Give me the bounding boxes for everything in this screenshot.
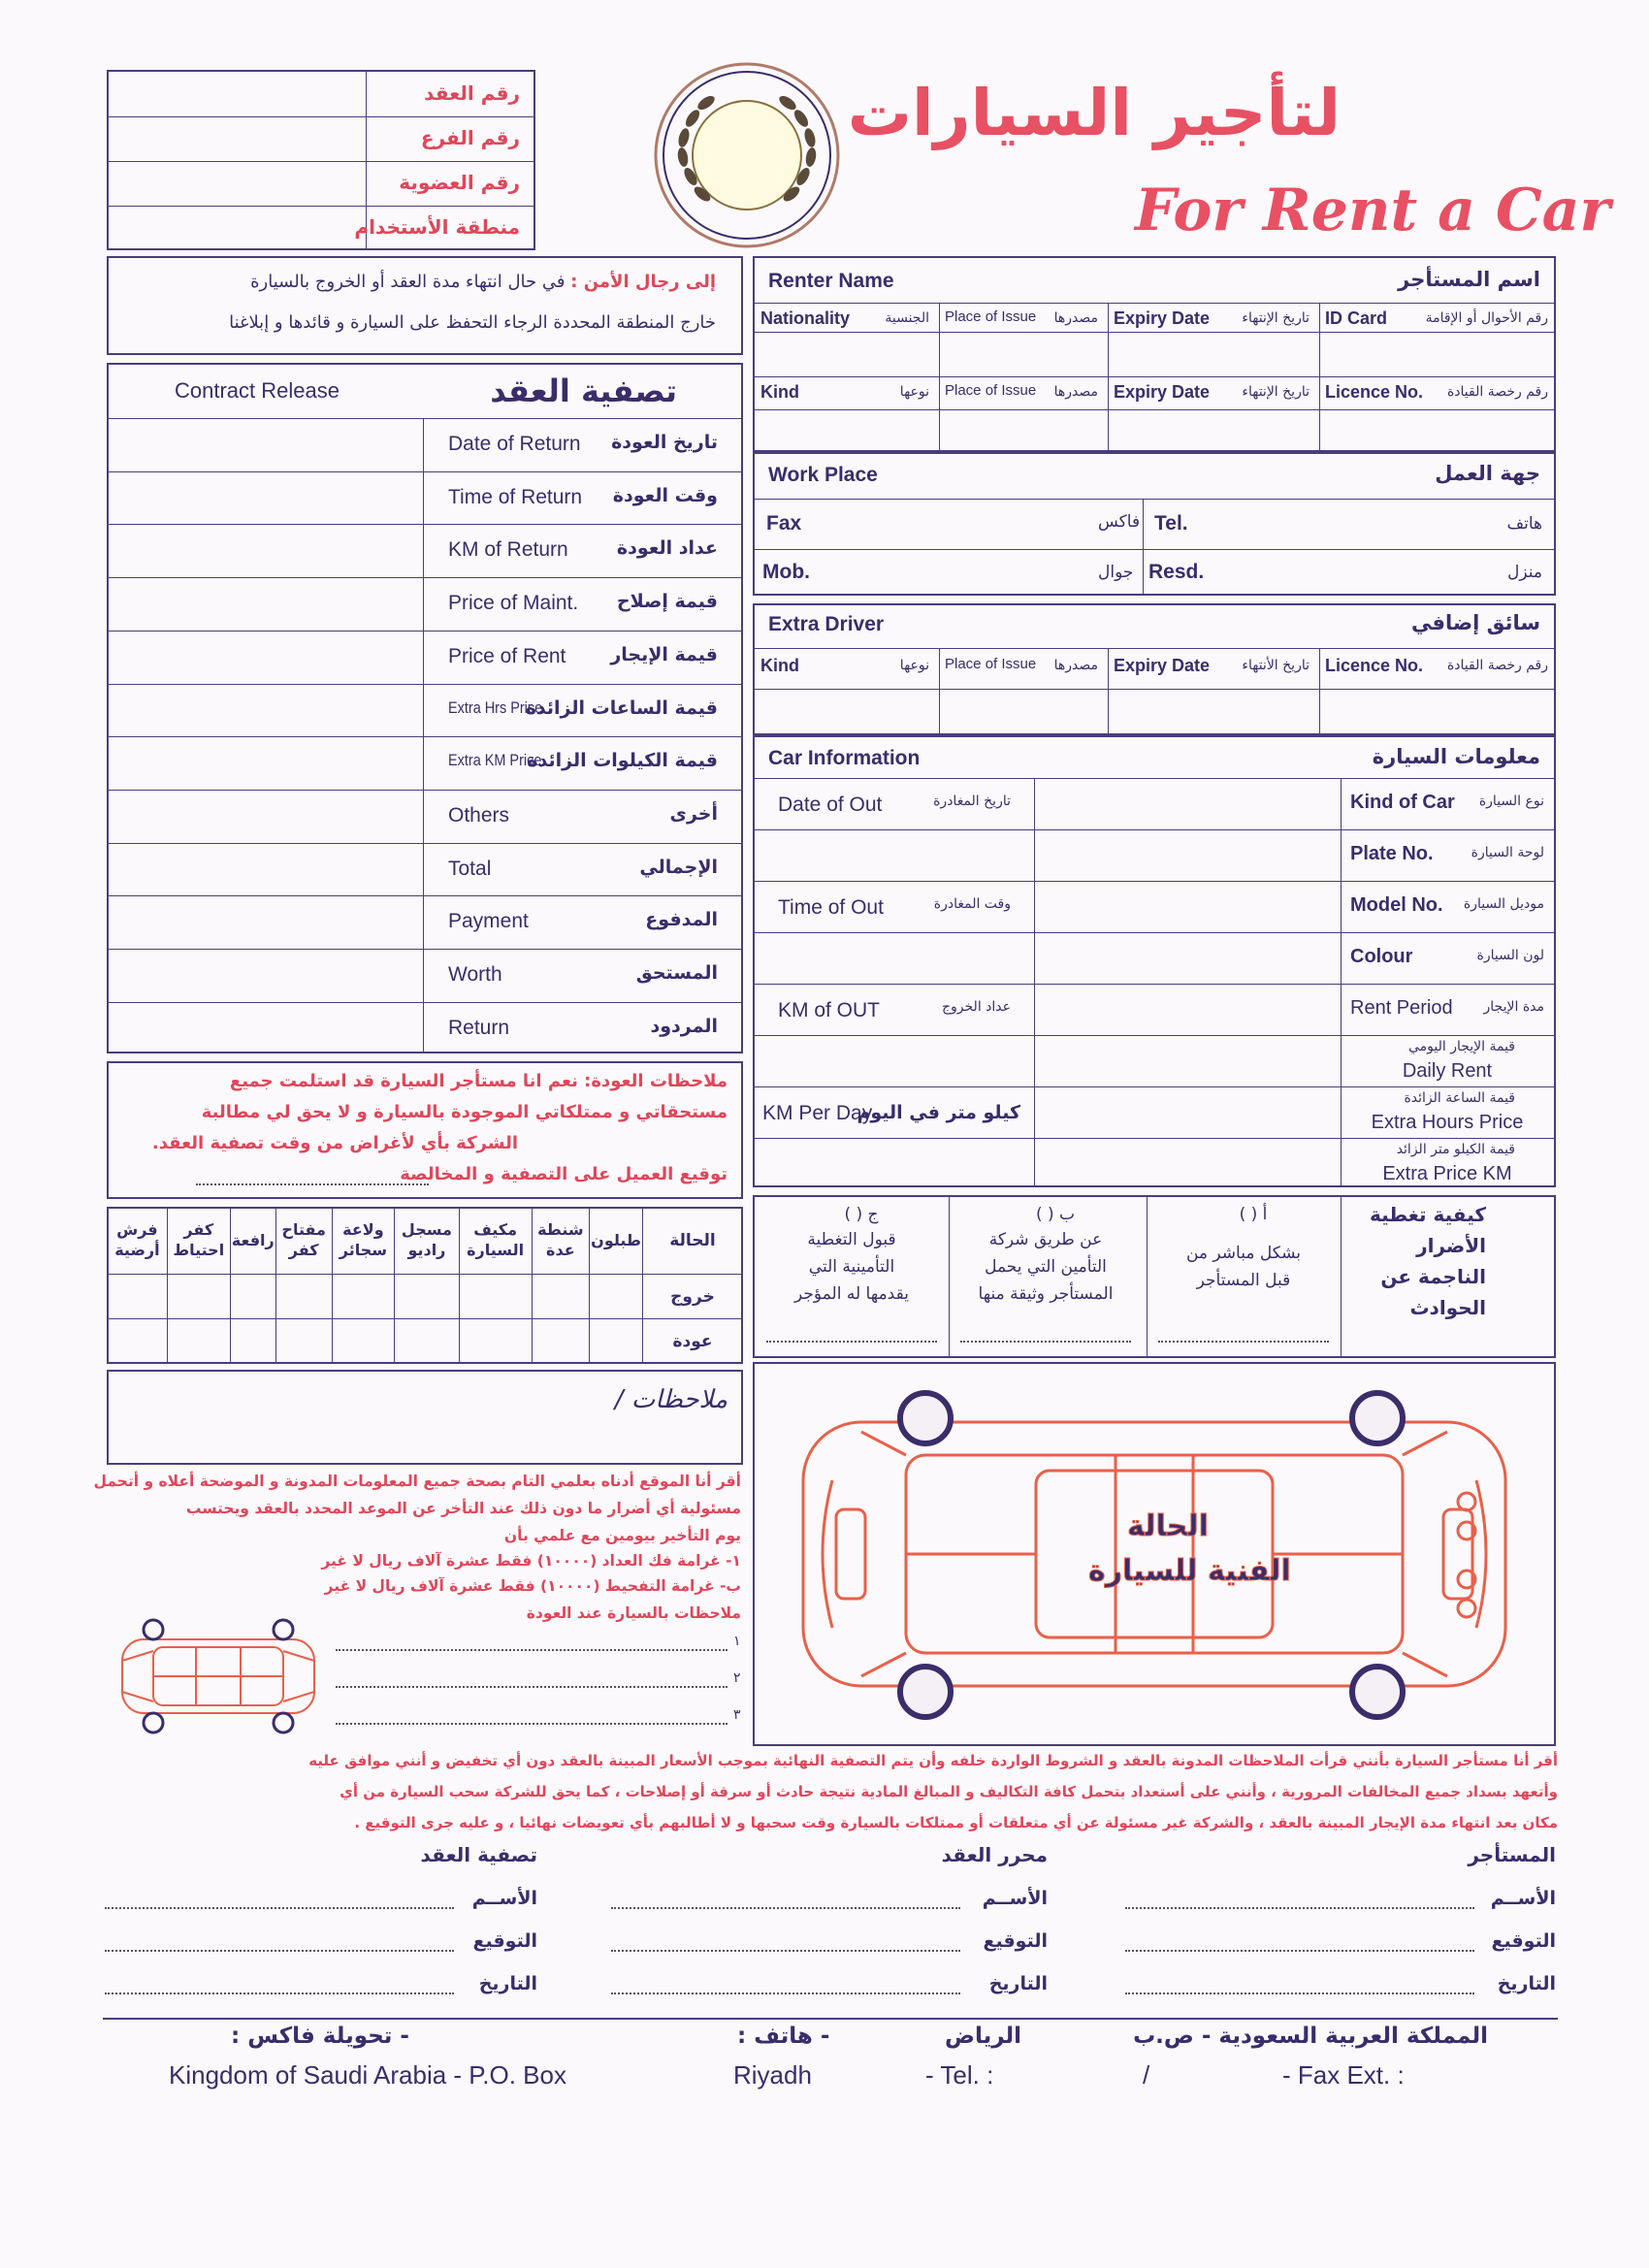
footer-kingdom-ar: المملكة العربية السعودية - ص.ب bbox=[1133, 2024, 1488, 2049]
car-out-value[interactable] bbox=[757, 1037, 1032, 1085]
tel-field[interactable] bbox=[1211, 501, 1492, 547]
checklist-check-cell[interactable] bbox=[167, 1275, 230, 1319]
renter-info-table bbox=[753, 256, 1556, 452]
car-out-label-ar: عداد الخروج bbox=[942, 999, 1011, 1015]
release-value-field[interactable] bbox=[111, 526, 421, 575]
release-title-english: Contract Release bbox=[175, 378, 340, 403]
coverage-title-line: كيفية تغطية bbox=[1369, 1203, 1486, 1226]
checklist-check-cell[interactable] bbox=[332, 1319, 395, 1364]
release-row-label-ar: قيمة الساعات الزائدة bbox=[525, 697, 718, 719]
car-out-value[interactable] bbox=[757, 1140, 1032, 1187]
checklist-check-cell[interactable] bbox=[459, 1275, 532, 1319]
company-title-english: For Rent a Car bbox=[1135, 177, 1611, 244]
declaration-line6: ملاحظات بالسيارة عند العودة bbox=[526, 1604, 741, 1622]
release-row-label-en: Time of Return bbox=[448, 485, 583, 508]
return-note-line4: توقيع العميل على التصفية و المخالصة bbox=[400, 1164, 728, 1184]
release-value-field[interactable] bbox=[111, 792, 421, 841]
car-out-value[interactable] bbox=[757, 831, 1032, 879]
renter-title-arabic: اسم المستأجر bbox=[1398, 268, 1540, 291]
renter-title-english: Renter Name bbox=[768, 270, 894, 292]
release-row-label-ar: قيمة الإيجار bbox=[610, 643, 718, 665]
car-title-arabic: معلومات السيارة bbox=[1372, 745, 1540, 768]
coverage-option-text: يقدمها له المؤجر bbox=[794, 1284, 909, 1304]
field-label-en: Expiry Date bbox=[1114, 308, 1211, 328]
security-note-box bbox=[107, 256, 743, 355]
field-value[interactable] bbox=[757, 411, 937, 450]
final-declaration-line2: وأتعهد بسداد جميع المخالفات المرورية ، وأنني على أستعداد بتحمل كافة التكاليف و المبالغ المادية نتيجة حادث أو سرقة أو إصلاحات ، كما يحق للشركة سحب السيارة من أي bbox=[340, 1783, 1558, 1800]
signature-field-label: الأســم bbox=[982, 1888, 1048, 1909]
signature-field-line[interactable] bbox=[611, 1950, 960, 1952]
release-value-field[interactable] bbox=[111, 897, 421, 947]
car-field-value[interactable] bbox=[1036, 1088, 1339, 1136]
signature-field-label: التوقيع bbox=[472, 1930, 537, 1952]
field-label-ar: رقم رخصة القيادة bbox=[1446, 658, 1548, 673]
checklist-header: طبلون bbox=[590, 1208, 643, 1275]
car-out-label-en: Date of Out bbox=[778, 794, 883, 816]
note-number-1: ١ bbox=[733, 1634, 741, 1649]
signature-field-line[interactable] bbox=[105, 1950, 454, 1952]
car-out-label-ar: تاريخ المغادرة bbox=[933, 794, 1011, 809]
field-value[interactable] bbox=[757, 691, 937, 733]
signature-field-line[interactable] bbox=[105, 1907, 454, 1909]
release-row-label-ar: عداد العودة bbox=[616, 537, 718, 560]
coverage-title-line: الأضرار bbox=[1416, 1234, 1486, 1257]
coverage-option-mark[interactable]: ب ( ) bbox=[1035, 1205, 1076, 1224]
note-line-3[interactable] bbox=[336, 1723, 728, 1725]
car-field-value[interactable] bbox=[1036, 934, 1339, 982]
checklist-check-cell[interactable] bbox=[590, 1275, 643, 1319]
membership-number-field[interactable] bbox=[111, 163, 363, 204]
car-field-label-ar: مدة الإيجار bbox=[1483, 999, 1544, 1015]
checklist-header: رافعة bbox=[230, 1208, 275, 1275]
car-out-label-en: KM Per Day bbox=[762, 1102, 873, 1124]
release-row-label-ar: المستحق bbox=[635, 962, 718, 984]
release-row-label-en: Return bbox=[448, 1016, 510, 1039]
contract-number-field[interactable] bbox=[111, 74, 363, 114]
field-label-en: Expiry Date bbox=[1114, 656, 1211, 675]
release-row-label-ar: وقت العودة bbox=[612, 484, 718, 506]
fax-label-en: Fax bbox=[766, 512, 802, 535]
field-value[interactable] bbox=[941, 691, 1106, 733]
footer-fax-ar: - تحويلة فاكس : bbox=[231, 2024, 409, 2049]
extra-driver-title-arabic: سائق إضافي bbox=[1410, 611, 1540, 634]
release-value-field[interactable] bbox=[111, 738, 421, 788]
coverage-option-signature[interactable] bbox=[766, 1341, 937, 1343]
footer-slash: / bbox=[1143, 2060, 1150, 2090]
checklist-check-cell[interactable] bbox=[230, 1319, 275, 1364]
checklist-check-cell[interactable] bbox=[532, 1275, 590, 1319]
car-field-label-en: Extra Hours Price bbox=[1371, 1112, 1524, 1133]
coverage-option-text: قبل المستأجر bbox=[1196, 1271, 1291, 1290]
release-row-label-en: Payment bbox=[448, 910, 529, 933]
usage-area-label: منطقة الأستخدام bbox=[354, 215, 520, 239]
signature-field-line[interactable] bbox=[611, 1993, 960, 1994]
field-label-en: Kind bbox=[760, 656, 799, 675]
sig-col-editor: محرر العقد bbox=[941, 1843, 1048, 1866]
notes-box[interactable] bbox=[107, 1370, 743, 1465]
footer-divider bbox=[103, 2018, 1558, 2020]
field-label-en: ID Card bbox=[1325, 308, 1388, 328]
field-label-ar: تاريخ الأنتهاء bbox=[1242, 658, 1310, 673]
field-label-ar: تاريخ الإنتهاء bbox=[1242, 310, 1310, 326]
field-label-en: Licence No. bbox=[1325, 382, 1424, 402]
coverage-option-signature[interactable] bbox=[960, 1341, 1131, 1343]
field-label-ar: نوعها bbox=[899, 384, 929, 400]
car-information-table bbox=[753, 735, 1556, 1187]
signature-field-label: الأســم bbox=[471, 1888, 537, 1909]
extra-driver-table bbox=[753, 603, 1556, 735]
mob-label-ar: جوال bbox=[1098, 563, 1134, 582]
field-label-en: Place of Issue bbox=[945, 382, 1037, 399]
signature-field-label: التوقيع bbox=[1491, 1930, 1556, 1952]
signature-field-label: التوقيع bbox=[983, 1930, 1048, 1952]
field-label-ar: مصدرها bbox=[1053, 384, 1098, 400]
release-value-field[interactable] bbox=[111, 420, 421, 470]
checklist-check-cell[interactable] bbox=[395, 1319, 459, 1364]
resd-label-ar: منزل bbox=[1507, 563, 1542, 582]
signature-field-label: التاريخ bbox=[988, 1973, 1048, 1994]
checklist-header: كفر احتياط bbox=[167, 1208, 230, 1275]
field-value[interactable] bbox=[941, 411, 1106, 450]
mobile-field[interactable] bbox=[826, 551, 1088, 594]
resd-label-en: Resd. bbox=[1148, 561, 1205, 583]
coverage-option-text: عن طريق شركة bbox=[988, 1230, 1103, 1249]
tel-label-en: Tel. bbox=[1154, 512, 1188, 535]
car-accessories-checklist bbox=[107, 1207, 743, 1364]
checklist-header: ولاعة سجائر bbox=[332, 1208, 395, 1275]
company-title-arabic: لتأجير السيارات bbox=[847, 76, 1341, 150]
car-field-label-ar: لون السيارة bbox=[1476, 948, 1544, 963]
contract-number-label: رقم العقد bbox=[424, 81, 520, 105]
release-row-label-ar: قيمة الكيلوات الزائدة bbox=[527, 750, 718, 772]
declaration-line3: يوم التأخير بيومين مع علمي بأن bbox=[503, 1527, 741, 1544]
coverage-option-mark[interactable]: أ ( ) bbox=[1239, 1205, 1268, 1224]
car-out-label-en: Time of Out bbox=[778, 896, 884, 919]
release-row-label-ar: قيمة إصلاح bbox=[616, 591, 718, 613]
checklist-check-cell[interactable] bbox=[532, 1319, 590, 1364]
return-note-box bbox=[107, 1061, 743, 1199]
sig-col-release: تصفية العقد bbox=[420, 1843, 537, 1866]
release-value-field[interactable] bbox=[111, 473, 421, 523]
field-value[interactable] bbox=[757, 334, 937, 374]
checklist-check-cell[interactable] bbox=[108, 1319, 168, 1364]
car-out-label-en: KM of OUT bbox=[778, 999, 881, 1021]
checklist-check-cell[interactable] bbox=[275, 1275, 332, 1319]
small-car-diagram bbox=[109, 1612, 328, 1740]
car-condition-diagram[interactable] bbox=[753, 1362, 1556, 1746]
release-row-label-en: Extra Hrs Price bbox=[448, 697, 543, 717]
coverage-option-text: التأمينية التي bbox=[808, 1257, 895, 1277]
car-out-value[interactable] bbox=[757, 934, 1032, 982]
car-out-label-ar: كيلو متر في اليوم bbox=[857, 1102, 1020, 1123]
checklist-check-cell[interactable] bbox=[459, 1319, 532, 1364]
release-row-label-en: Price of Rent bbox=[448, 644, 566, 667]
car-out-label-ar: وقت المغادرة bbox=[933, 896, 1011, 912]
release-row-label-ar: المردود bbox=[650, 1015, 718, 1037]
security-note-line2: خارج المنطقة المحددة الرجاء التحفظ على السيارة و قائدها و إبلاغنا bbox=[229, 312, 716, 333]
signature-field-line[interactable] bbox=[1125, 1907, 1474, 1909]
contract-info-box bbox=[107, 70, 535, 250]
field-label-en: Expiry Date bbox=[1114, 382, 1211, 402]
field-label-ar: رقم الأحوال أو الإقامة bbox=[1425, 310, 1548, 326]
footer-tel-en: - Tel. : bbox=[925, 2060, 994, 2090]
checklist-check-cell[interactable] bbox=[230, 1275, 275, 1319]
residence-phone-field[interactable] bbox=[1211, 551, 1492, 594]
signature-field-line[interactable] bbox=[611, 1907, 960, 1909]
work-place-table bbox=[753, 452, 1556, 596]
footer-fax-en: - Fax Ext. : bbox=[1282, 2060, 1405, 2090]
checklist-row-label: خروج bbox=[643, 1275, 743, 1319]
field-value[interactable] bbox=[1110, 411, 1317, 450]
car-field-label-en: Daily Rent bbox=[1402, 1060, 1493, 1082]
declaration-line5: ب- غرامة التفحيط (١٠٠٠٠) فقط عشرة آلاف ريال لا غير bbox=[324, 1577, 741, 1595]
car-field-label-en: Colour bbox=[1350, 946, 1413, 967]
coverage-table bbox=[753, 1195, 1556, 1358]
checklist-header: مفتاح كفر bbox=[275, 1208, 332, 1275]
checklist-check-cell[interactable] bbox=[275, 1319, 332, 1364]
coverage-option-mark[interactable]: ج ( ) bbox=[844, 1205, 879, 1224]
extra-driver-title-english: Extra Driver bbox=[768, 613, 885, 635]
declaration-line1: أقر أنا الموقع أدناه بعلمي التام بصحة جميع المعلومات المدونة و الموضحة أعلاه و أتحمل bbox=[93, 1473, 741, 1490]
membership-number-label: رقم العضوية bbox=[399, 171, 520, 194]
signature-field-line[interactable] bbox=[1125, 1993, 1474, 1994]
car-field-value[interactable] bbox=[1036, 883, 1339, 930]
checklist-header: شنطة عدة bbox=[532, 1208, 590, 1275]
company-logo bbox=[652, 60, 842, 250]
field-label-en: Licence No. bbox=[1325, 656, 1424, 675]
signature-field-label: الأســم bbox=[1490, 1888, 1556, 1909]
customer-signature-line[interactable] bbox=[196, 1183, 429, 1185]
checklist-header: مكيف السيارة bbox=[459, 1208, 532, 1275]
signature-field-line[interactable] bbox=[1125, 1950, 1474, 1952]
declaration-line4: ١- غرامة فك العداد (١٠٠٠٠) فقط عشرة آلاف ريال لا غير bbox=[321, 1552, 741, 1570]
coverage-option-text: التأمين التي يحمل bbox=[985, 1257, 1107, 1277]
field-label-en: Place of Issue bbox=[945, 308, 1037, 325]
field-label-ar: تاريخ الإنتهاء bbox=[1242, 384, 1310, 400]
release-row-label-ar: المدفوع bbox=[645, 909, 718, 931]
car-field-label-ar: موديل السيارة bbox=[1463, 896, 1544, 912]
field-label-en: Place of Issue bbox=[945, 656, 1037, 672]
footer-city-en: Riyadh bbox=[733, 2060, 812, 2090]
field-label-ar: نوعها bbox=[899, 658, 929, 673]
diagram-label-line2: الفنية للسيارة bbox=[1088, 1554, 1291, 1588]
field-value[interactable] bbox=[1110, 334, 1317, 374]
release-row-label-en: Date of Return bbox=[448, 433, 581, 455]
release-row-label-en: Others bbox=[448, 803, 510, 826]
coverage-option-signature[interactable] bbox=[1158, 1341, 1329, 1343]
car-field-label-en: Kind of Car bbox=[1350, 792, 1455, 813]
release-row-label-en: KM of Return bbox=[448, 538, 568, 562]
release-row-label-en: Extra KM Price bbox=[448, 751, 542, 770]
checklist-header: مسجل راديو bbox=[395, 1208, 459, 1275]
branch-number-label: رقم الفرع bbox=[420, 126, 520, 149]
fax-field[interactable] bbox=[826, 501, 1088, 547]
release-row-label-ar: تاريخ العودة bbox=[611, 432, 718, 453]
coverage-option-text: قبول التغطية bbox=[807, 1230, 896, 1249]
footer-tel-ar: - هاتف : bbox=[737, 2024, 830, 2049]
coverage-option-text: بشكل مباشر من bbox=[1185, 1244, 1302, 1263]
field-label-ar: مصدرها bbox=[1053, 658, 1098, 673]
release-row-label-ar: الإجمالي bbox=[639, 856, 718, 878]
car-field-value[interactable] bbox=[1036, 1037, 1339, 1085]
status-header: الحالة bbox=[643, 1208, 743, 1275]
security-note-lead: إلى رجال الأمن : bbox=[570, 272, 716, 292]
field-value[interactable] bbox=[1110, 691, 1317, 733]
car-field-label-en: Model No. bbox=[1350, 894, 1443, 916]
return-note-line2: مستحقاتي و ممتلكاتي الموجودة بالسيارة و لا يحق لي مطالبة bbox=[201, 1102, 728, 1122]
car-field-label-ar: قيمة الساعة الزائدة bbox=[1404, 1090, 1515, 1106]
final-declaration-line3: مكان بعد انتهاء مدة الإيجار المبينة بالعقد ، والشركة غير مسئولة عن أي متعلقات أو ممتلكات بالسيارة وقت سحبها و لا أطالبهم بأي تعويضات نهائيا ، و عليه جرى التوقيع . bbox=[354, 1814, 1558, 1831]
checklist-check-cell[interactable] bbox=[395, 1275, 459, 1319]
sig-col-renter: المستأجر bbox=[1468, 1843, 1556, 1866]
release-value-field[interactable] bbox=[111, 632, 421, 682]
field-value[interactable] bbox=[1321, 691, 1556, 733]
usage-area-field[interactable] bbox=[111, 208, 363, 248]
car-field-value[interactable] bbox=[1036, 780, 1339, 827]
coverage-option-text: المستأجر وثيقة منها bbox=[978, 1284, 1114, 1304]
declaration-line2: مسئولية أي أضرار ما دون ذلك عند التأخر عن الموعد المحدد بالعقد ويحتسب bbox=[185, 1500, 741, 1517]
release-value-field[interactable] bbox=[111, 1004, 421, 1053]
fax-label-ar: فاكس bbox=[1098, 512, 1141, 532]
coverage-title-line: الحوادث bbox=[1409, 1296, 1486, 1319]
work-title-arabic: جهة العمل bbox=[1435, 462, 1540, 485]
release-row-label-en: Price of Maint. bbox=[448, 592, 579, 615]
release-title-arabic: تصفية العقد bbox=[490, 373, 677, 409]
car-field-label-en: Rent Period bbox=[1350, 997, 1453, 1019]
checklist-header: فرش أرضية bbox=[108, 1208, 168, 1275]
notes-label: ملاحظات / bbox=[614, 1385, 728, 1414]
coverage-title-line: الناجمة عن bbox=[1380, 1265, 1486, 1288]
return-note-line1: ملاحظات العودة: نعم انا مستأجر السيارة قد استلمت جميع bbox=[229, 1071, 728, 1091]
final-declaration-line1: أقر أنا مستأجر السيارة بأنني قرأت الملاحظات المدونة بالعقد و الشروط الواردة خلفه وأن يتم التصفية النهائية بموجب الأسعار المبينة بالعقد دون أي تخفيض و أنني موافق عليه bbox=[308, 1752, 1558, 1769]
field-label-ar: رقم رخصة القيادة bbox=[1446, 384, 1548, 400]
car-field-label-en: Plate No. bbox=[1350, 843, 1434, 864]
field-label-en: Kind bbox=[760, 382, 799, 402]
release-value-field[interactable] bbox=[111, 579, 421, 629]
field-value[interactable] bbox=[1321, 334, 1556, 374]
car-field-label-ar: نوع السيارة bbox=[1478, 794, 1544, 809]
footer-kingdom-en: Kingdom of Saudi Arabia - P.O. Box bbox=[169, 2060, 566, 2090]
car-field-value[interactable] bbox=[1036, 986, 1339, 1033]
checklist-check-cell[interactable] bbox=[167, 1319, 230, 1364]
car-field-label-ar: لوحة السيارة bbox=[1471, 845, 1544, 860]
car-title-english: Car Information bbox=[768, 747, 921, 769]
release-row-label-en: Total bbox=[448, 857, 492, 880]
diagram-label-line1: الحالة bbox=[1127, 1509, 1209, 1543]
signature-field-label: التاريخ bbox=[1497, 1973, 1556, 1994]
return-note-line3: الشركة بأي لأغراض من وقت تصفية العقد. bbox=[151, 1133, 518, 1153]
field-label-ar: الجنسية bbox=[885, 310, 929, 326]
car-field-label-ar: قيمة الكيلو متر الزائد bbox=[1396, 1142, 1515, 1157]
work-title-english: Work Place bbox=[768, 464, 878, 486]
car-field-label-ar: قيمة الإيجار اليومي bbox=[1407, 1039, 1515, 1054]
car-field-value[interactable] bbox=[1036, 1140, 1339, 1187]
note-number-3: ٣ bbox=[733, 1707, 741, 1723]
tel-label-ar: هاتف bbox=[1506, 514, 1542, 534]
checklist-row-label: عودة bbox=[643, 1319, 743, 1364]
note-line-1[interactable] bbox=[336, 1649, 728, 1651]
branch-number-field[interactable] bbox=[111, 118, 363, 159]
checklist-check-cell[interactable] bbox=[332, 1275, 395, 1319]
release-row-label-en: Worth bbox=[448, 963, 502, 986]
field-label-ar: مصدرها bbox=[1053, 310, 1098, 326]
signature-field-line[interactable] bbox=[105, 1993, 454, 1994]
release-value-field[interactable] bbox=[111, 845, 421, 894]
car-field-value[interactable] bbox=[1036, 831, 1339, 879]
field-value[interactable] bbox=[1321, 411, 1556, 450]
release-value-field[interactable] bbox=[111, 951, 421, 1000]
checklist-check-cell[interactable] bbox=[590, 1319, 643, 1364]
note-number-2: ٢ bbox=[733, 1670, 741, 1686]
checklist-check-cell[interactable] bbox=[108, 1275, 168, 1319]
release-row-label-ar: أخرى bbox=[669, 802, 718, 825]
field-value[interactable] bbox=[941, 334, 1106, 374]
signature-field-label: التاريخ bbox=[478, 1973, 537, 1994]
footer-city-ar: الرياض bbox=[945, 2024, 1022, 2049]
note-line-2[interactable] bbox=[336, 1686, 728, 1688]
security-note-line1: في حال انتهاء مدة العقد أو الخروج بالسيارة bbox=[250, 272, 566, 292]
field-label-en: Nationality bbox=[760, 308, 851, 328]
car-field-label-en: Extra Price KM bbox=[1382, 1163, 1512, 1184]
contract-release-table bbox=[107, 363, 743, 1053]
release-value-field[interactable] bbox=[111, 686, 421, 735]
mob-label-en: Mob. bbox=[762, 561, 810, 583]
